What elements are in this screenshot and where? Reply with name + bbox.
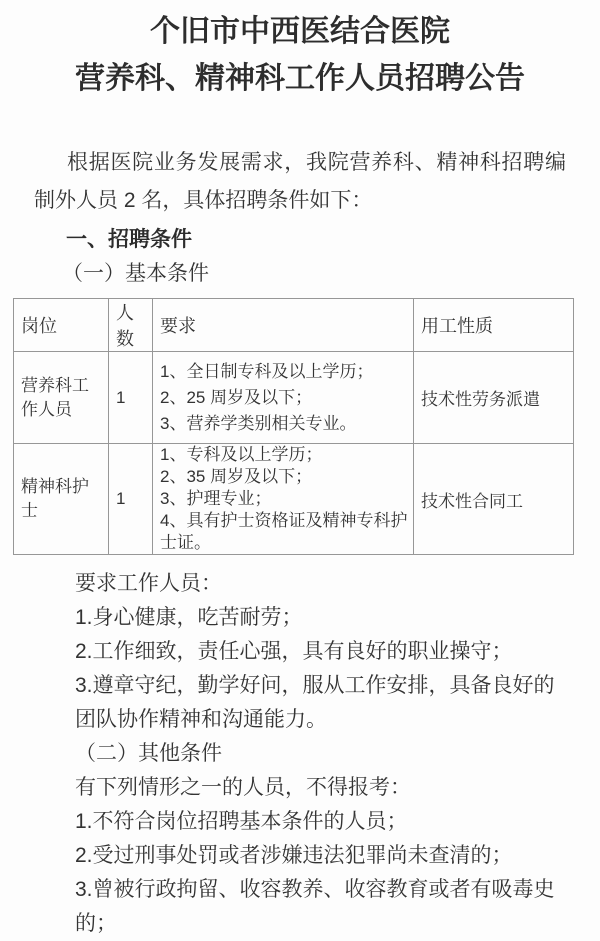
disqualification-item: 1.不符合岗位招聘基本条件的人员；	[75, 810, 408, 833]
requirement-item: 1、专科及以上学历；	[160, 445, 323, 464]
section-1-heading: 一、招聘条件	[66, 228, 192, 251]
cell-employment-type: 技术性合同工	[414, 444, 574, 555]
positions-table	[13, 298, 574, 555]
staff-requirement-item: 3.遵章守纪，勤学好问，服从工作安排，具备良好的团队协作精神和沟通能力。	[75, 674, 555, 731]
table-header-row	[14, 299, 574, 352]
requirement-item: 4、具有护士资格证及精神专科护士证。	[160, 511, 408, 552]
column-header-employment-type: 用工性质	[414, 299, 574, 352]
conditions-text-block	[75, 567, 565, 941]
requirement-item: 1、全日制专科及以上学历；	[160, 361, 374, 381]
column-header-requirements: 要求	[153, 299, 414, 352]
table-row	[14, 352, 574, 444]
staff-requirements-lead: 要求工作人员：	[75, 572, 222, 595]
cell-requirements	[153, 444, 414, 555]
document-title-line2: 营养科、精神科工作人员招聘公告	[75, 62, 525, 95]
cell-count: 1	[109, 352, 153, 444]
staff-requirement-item: 2.工作细致，责任心强，具有良好的职业操守；	[75, 640, 513, 663]
table-row	[14, 444, 574, 555]
cell-post: 营养科工作人员	[14, 352, 109, 444]
section-1-subheading: （一）基本条件	[62, 262, 209, 285]
disqualification-item: 3.曾被行政拘留、收容教养、收容教育或者有吸毒史的；	[75, 878, 555, 935]
section-2-heading: （二）其他条件	[75, 742, 222, 765]
cell-employment-type: 技术性劳务派遣	[414, 352, 574, 444]
document-title-line1: 个旧市中西医结合医院	[150, 15, 450, 48]
section-2-lead: 有下列情形之一的人员，不得报考：	[75, 776, 411, 799]
cell-count: 1	[109, 444, 153, 555]
requirement-item: 3、营养学类别相关专业。	[160, 413, 357, 433]
disqualification-item: 2.受过刑事处罚或者涉嫌违法犯罪尚未查清的；	[75, 844, 513, 867]
column-header-post: 岗位	[14, 299, 109, 352]
cell-post: 精神科护士	[14, 444, 109, 555]
requirement-item: 3、护理专业；	[160, 489, 272, 508]
column-header-count: 人数	[109, 299, 153, 352]
document-title	[0, 0, 600, 102]
requirement-item: 2、25 周岁及以下；	[160, 387, 313, 407]
intro-paragraph: 根据医院业务发展需求，我院营养科、精神科招聘编制外人员 2 名，具体招聘条件如下：	[34, 151, 566, 212]
staff-requirement-item: 1.身心健康，吃苦耐劳；	[75, 606, 303, 629]
cell-requirements	[153, 352, 414, 444]
requirement-item: 2、35 周岁及以下；	[160, 467, 313, 486]
